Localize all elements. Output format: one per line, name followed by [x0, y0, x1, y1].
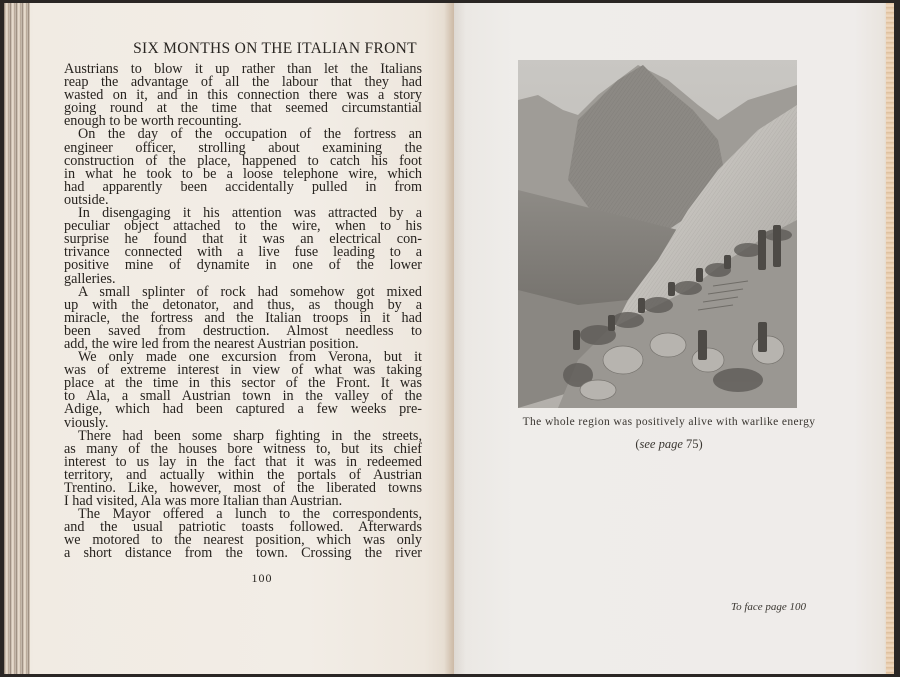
text-line: reap the advantage of all the labour that they had — [64, 74, 422, 91]
text-line: Trentino. Like, however, most of the liberated towns — [64, 480, 422, 496]
text-line: and the usual patriotic toasts followed. Afterwards — [64, 519, 422, 536]
text-line: engineer officer, strolling about examining the — [64, 139, 422, 156]
text-line: In disengaging it his attention was attracted by a — [78, 205, 422, 222]
caption-page-reference: (see page 75) — [635, 437, 703, 451]
text-line: construction of the place, happened to catch his foot — [64, 152, 422, 169]
text-line: Adige, which had been captured a few weeks pre- — [64, 401, 422, 418]
facing-page-note: To face page 100 — [731, 601, 807, 613]
text-line: outside. — [64, 191, 109, 208]
text-line: The Mayor offered a lunch to the correspondents, — [78, 506, 422, 523]
text-line: surprise he found that it was an electrical con- — [64, 231, 422, 248]
text-line: There had been some sharp fighting in the streets, — [78, 427, 422, 444]
text-line: enough to be worth recounting. — [64, 113, 242, 130]
text-line: We only made one excursion from Verona, but it — [78, 349, 422, 366]
text-line: as many of the houses bore witness to, but its chief — [64, 440, 422, 457]
text-line: wasted on it, and in this connection there was a story — [64, 87, 422, 104]
page-number: 100 — [251, 571, 273, 585]
gutter-shadow — [444, 3, 454, 674]
text-line: trivance connected with a live fuse leading to a — [64, 244, 422, 261]
text-line: was of extreme interest in view of what was taking — [64, 362, 422, 379]
text-line: place at the time in this sector of the Front. It was — [64, 375, 422, 392]
body-text — [64, 63, 422, 561]
caption-ref-label: see page — [639, 437, 683, 451]
illustration-plate — [518, 60, 797, 408]
fore-edge — [886, 3, 894, 674]
text-line: galleries. — [64, 270, 116, 287]
plate-caption: The whole region was positively alive with warlike energy — [522, 416, 816, 428]
text-line: miracle, the fortress and the Italian troops in it had — [64, 309, 422, 326]
text-line: to Ala, a small Austrian town in the valley of the — [64, 388, 422, 405]
left-page — [4, 3, 454, 674]
mountain-troops-engraving — [518, 60, 797, 408]
right-page — [454, 3, 894, 674]
text-line: a short distance from the town. Crossing the river — [64, 545, 422, 562]
text-line: add, the wire led from the nearest Austrian position. — [64, 335, 359, 352]
text-line: A small splinter of rock had somehow got mixed — [78, 283, 422, 300]
paragraph-block — [64, 63, 422, 561]
text-line: I had visited, Ala was more Italian than Austrian. — [64, 493, 343, 510]
text-line: going round at the time that seemed circumstantial — [64, 100, 422, 117]
text-line: On the day of the occupation of the fortress an — [78, 126, 422, 143]
text-line: been saved from destruction. Almost needless to — [64, 322, 422, 339]
text-line: interest to us lay in the fact that it was in redeemed — [64, 453, 422, 470]
text-line: Austrians to blow it up rather than let the Italians — [64, 61, 422, 77]
text-line: positive mine of dynamite in one of the lower — [64, 257, 422, 274]
text-line: territory, and actually within the portals of Austrian — [64, 466, 422, 483]
text-line: had apparently been accidentally pulled in from — [64, 178, 422, 195]
running-head: SIX MONTHS ON THE ITALIAN FRONT — [133, 40, 417, 57]
text-line: viously. — [64, 414, 109, 431]
text-line: we motored to the nearest position, which was only — [64, 532, 422, 549]
page-edges — [4, 3, 30, 674]
text-line: peculiar object attached to the wire, when to his — [64, 218, 422, 235]
text-line: in what he took to be a loose telephone wire, which — [64, 165, 422, 182]
text-line: up with the detonator, and thus, as though by a — [64, 296, 422, 313]
caption-ref-page: 75 — [686, 437, 699, 451]
